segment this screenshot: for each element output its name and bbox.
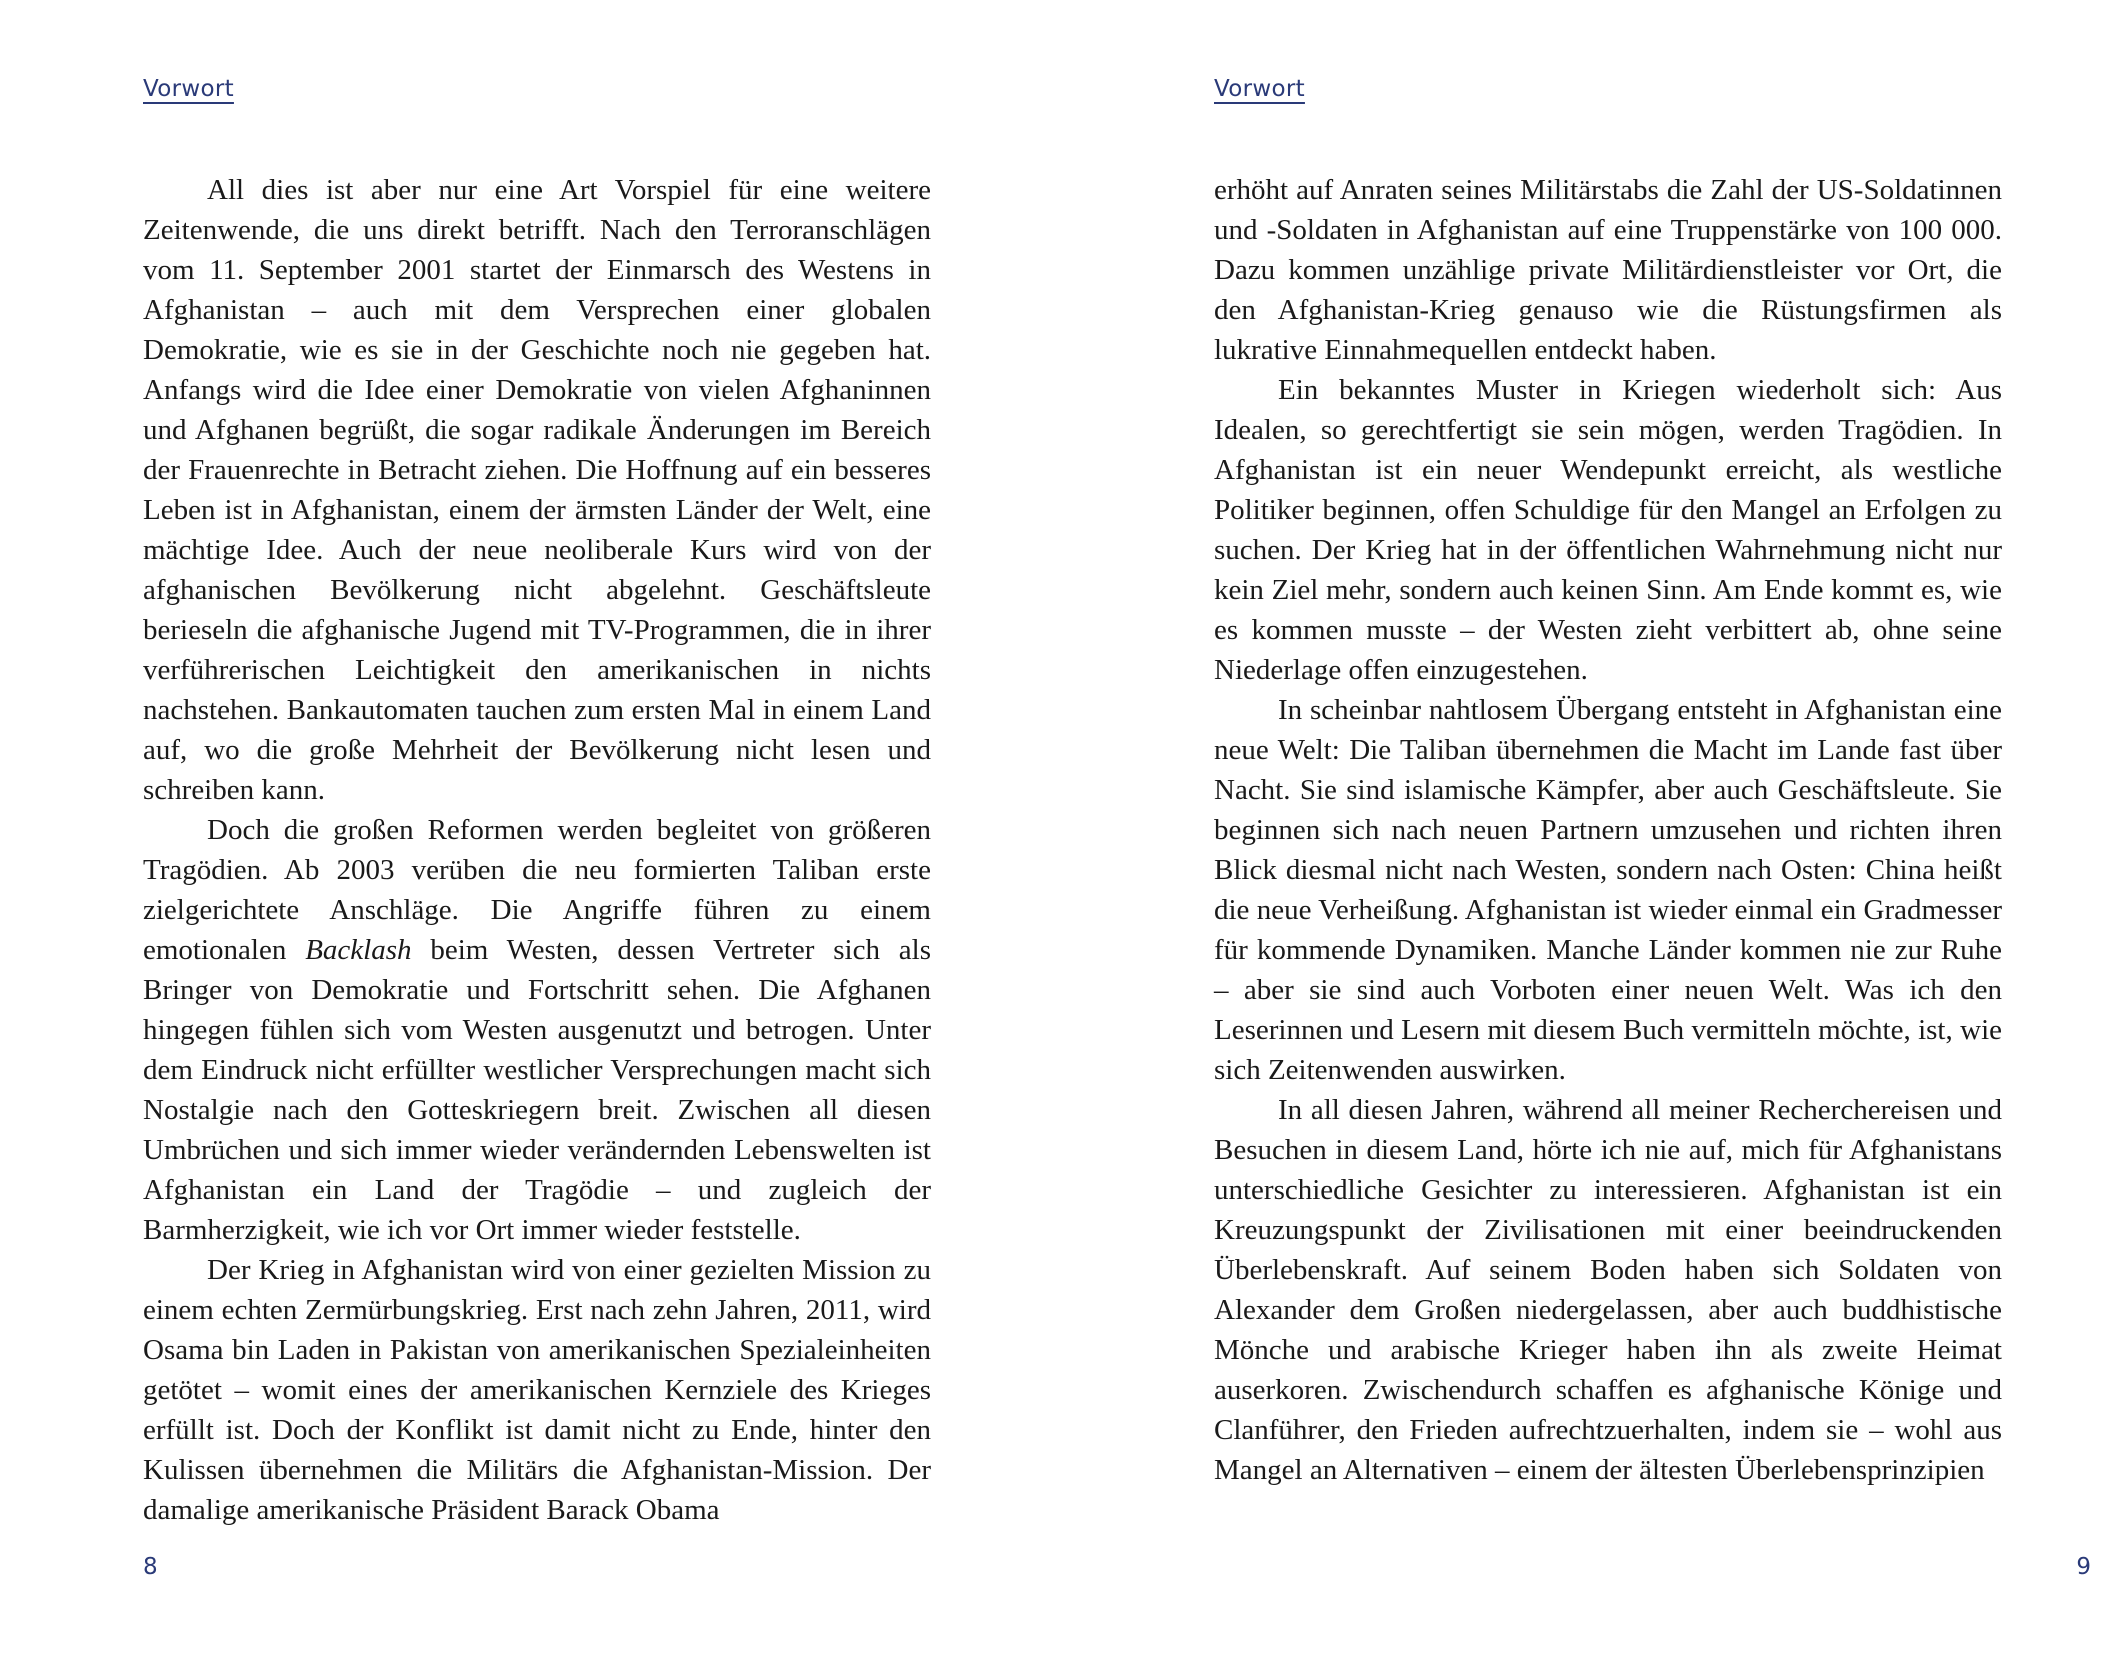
paragraph: erhöht auf Anraten seines Militärstabs die Zahl der US-Soldatinnen und -Soldaten in Afghanistan auf eine Truppenstärke von 100 000. Dazu kommen unzählige private Militärdienstleister vor Ort, die den Afghanistan-Krieg genauso wie die Rüstungsfirmen als lukrative Einnahmequellen entdeckt haben. [1214,174,2002,366]
paragraph: All dies ist aber nur eine Art Vorspiel für eine weitere Zeitenwende, die uns direkt betrifft. Nach den Terroranschlägen vom 11. September 2001 startet der Einmarsch des Westens in Afghanistan – auch mit dem Versprechen einer globalen Demokratie, wie es sie in der Geschichte noch nie gegeben hat. Anfangs wird die Idee einer Demokratie von vielen Afghaninnen und Afghanen begrüßt, die sogar radikale Änderungen im Bereich der Frauenrechte in Betracht ziehen. Die Hoffnung auf ein besseres Leben ist in Afghanistan, einem der ärmsten Länder der Welt, eine mächtige Idee. Auch der neue neoliberale Kurs wird von der afghanischen Bevölkerung nicht abgelehnt. Geschäftsleute berieseln die afghanische Jugend mit TV-Programmen, die in ihrer verführerischen Leichtigkeit den amerikanischen in nichts nachstehen. Bankautomaten tauchen zum ersten Mal in einem Land auf, wo die große Mehrheit der Bevölkerung nicht lesen und schreiben kann. [143,174,931,806]
right-page: Vorwort erhöht auf Anraten seines Militärstabs die Zahl der US-Soldatinnen und -Soldaten in Afghanistan auf eine Truppenstärke von 100 000. Dazu kommen unzählige private Militärdienstleister vor Ort, die den Afghanistan-Krieg genauso wie die Rüstungsfirmen als lukrative Einnahmequellen entdeckt haben. Ein bekanntes Muster in Kriegen wiederholt sich: Aus Idealen, so gerechtfertigt sie sein mögen, werden Tragödien. In Afghanistan ist ein neuer Wendepunkt erreicht, als westliche Politiker beginnen, offen Schuldige für den Mangel an Erfolgen zu suchen. Der Krieg hat in der öffentlichen Wahrnehmung nicht nur kein Ziel mehr, sondern auch keinen Sinn. Am Ende kommt es, wie es kommen musste – der Westen zieht verbittert ab, ohne seine Niederlage offen einzugestehen. In scheinbar nahtlosem Übergang entsteht in Afghanistan eine neue Welt: Die Taliban übernehmen die Macht im Lande fast über Nacht. Sie sind islamische Kämpfer, aber auch Geschäftsleute. Sie beginnen sich nach neuen Partnern umzusehen und richten ihren Blick diesmal nicht nach Westen, sondern nach Osten: China heißt die neue Verheißung. Afghanistan ist wieder einmal ein Gradmesser für kommende Dynamiken. Manche Länder kommen nie zur Ruhe – aber sie sind auch Vorboten einer neuen Welt. Was ich den Leserinnen und Lesern mit diesem Buch vermitteln möchte, ist, wie sich Zeitenwenden auswirken. In all diesen Jahren, während all meiner Recherchereisen und Besuchen in diesem Land, hörte ich nie auf, mich für Afghanistans unterschiedliche Gesichter zu interessieren. Afghanistan ist ein Kreuzungspunkt der Zivilisationen mit einer beeindruckenden Überlebenskraft. Auf seinem Boden haben sich Soldaten von Alexander dem Großen niedergelassen, aber auch buddhistische Mönche und arabische Krieger haben ihn als zweite Heimat auserkoren. Zwischendurch schaffen es afghanische Könige und Clanführer, den Frieden aufrechtzuerhalten, indem sie – wohl aus Mangel an Alternativen – einem der ältesten Überlebensprinzipien 9 [1214,76,2091,1580]
paragraph-text: beim Westen, dessen Vertreter sich als Bringer von Demokratie und Fortschritt sehen. Die Afghanen hingegen fühlen sich vom Westen ausgenutzt und betrogen. Unter dem Eindruck nicht erfüllter westlicher Versprechungen macht sich Nostalgie nach den Gotteskriegern breit. Zwischen all diesen Umbrüchen und sich immer wieder verändernden Lebenswelten ist Afghanistan ein Land der Tragödie – und zugleich der Barmherzigkeit, wie ich vor Ort immer wieder feststelle. [143,934,932,1246]
paragraph [143,810,931,1250]
running-head-left: Vorwort [143,76,234,102]
paragraph: Ein bekanntes Muster in Kriegen wiederholt sich: Aus Idealen, so gerechtfertigt sie sein mögen, werden Tragödien. In Afghanistan ist ein neuer Wendepunkt erreicht, als westliche Politiker beginnen, offen Schuldige für den Mangel an Erfolgen zu suchen. Der Krieg hat in der öffentlichen Wahrnehmung nicht nur kein Ziel mehr, sondern auch keinen Sinn. Am Ende kommt es, wie es kommen musste – der Westen zieht verbittert ab, ohne seine Niederlage offen einzugestehen. [1214,374,2002,686]
paragraph: Der Krieg in Afghanistan wird von einer gezielten Mission zu einem echten Zermürbungskrieg. Erst nach zehn Jahren, 2011, wird Osama bin Laden in Pakistan von amerikanischen Spezialeinheiten getötet – womit eines der amerikanischen Kernziele des Krieges erfüllt ist. Doch der Konflikt ist damit nicht zu Ende, hinter den Kulissen übernehmen die Militärs die Afghanistan-Mission. Der damalige amerikanische Präsident Barack Obama [143,1254,931,1526]
paragraph: In all diesen Jahren, während all meiner Recherchereisen und Besuchen in diesem Land, hörte ich nie auf, mich für Afghanistans unterschiedliche Gesichter zu interessieren. Afghanistan ist ein Kreuzungspunkt der Zivilisationen mit einer beeindruckenden Überlebenskraft. Auf seinem Boden haben sich Soldaten von Alexander dem Großen niedergelassen, aber auch buddhistische Mönche und arabische Krieger haben ihn als zweite Heimat auserkoren. Zwischendurch schaffen es afghanische Könige und Clanführer, den Frieden aufrechtzuerhalten, indem sie – wohl aus Mangel an Alternativen – einem der ältesten Überlebensprinzipien [1214,1094,2002,1486]
paragraph-text: Doch die großen Reformen werden begleitet von größeren Tragödien. Ab 2003 verüben die neu formierten Taliban erste zielgerichtete Anschläge. Die Angriffe führen zu einem emotionalen [143,814,931,966]
body-text-right [1214,170,2002,1490]
running-head-right: Vorwort [1214,76,1305,102]
paragraph: In scheinbar nahtlosem Übergang entsteht in Afghanistan eine neue Welt: Die Taliban übernehmen die Macht im Lande fast über Nacht. Sie sind islamische Kämpfer, aber auch Geschäftsleute. Sie beginnen sich nach neuen Partnern umzusehen und richten ihren Blick diesmal nicht nach Westen, sondern nach Osten: China heißt die neue Verheißung. Afghanistan ist wieder einmal ein Gradmesser für kommende Dynamiken. Manche Länder kommen nie zur Ruhe – aber sie sind auch Vorboten einer neuen Welt. Was ich den Leserinnen und Lesern mit diesem Buch vermitteln möchte, ist, wie sich Zeitenwenden auswirken. [1214,694,2002,1086]
body-text-left [143,170,931,1530]
italic-term: Backlash [305,934,412,966]
page-number-left: 8 [143,1554,158,1580]
